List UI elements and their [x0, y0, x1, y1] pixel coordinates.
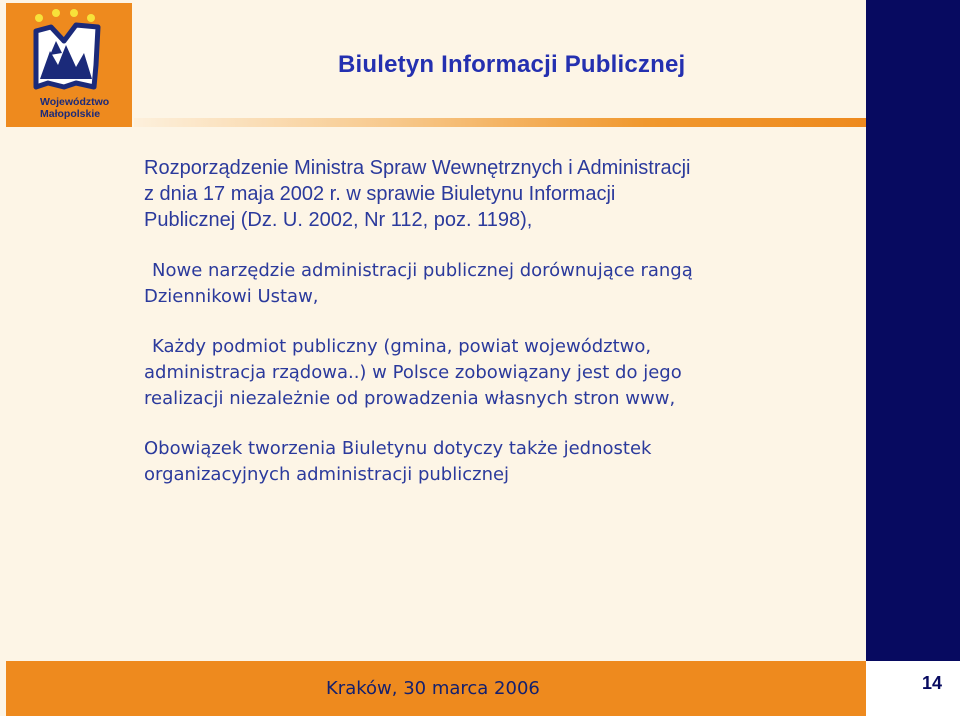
malopolska-logo — [6, 3, 132, 127]
title-divider — [134, 118, 866, 127]
logo-text-line1: Województwo — [40, 96, 110, 108]
obligation-line-1: Obowiązek tworzenia Biuletynu dotyczy także jednostek — [144, 438, 652, 459]
paragraph-obligation — [144, 436, 844, 488]
footer-location-date: Kraków, 30 marca 2006 — [326, 678, 540, 699]
paragraph-regulation — [144, 155, 844, 233]
slide-content — [144, 155, 844, 488]
paragraph-tool — [144, 258, 844, 310]
entity-line-2: administracja rządowa..) w Polsce zobowiązany jest do jego — [144, 362, 682, 383]
entity-line-1: Każdy podmiot publiczny (gmina, powiat województwo, — [152, 336, 652, 357]
entity-line-3: realizacji niezależnie od prowadzenia własnych stron www, — [144, 388, 676, 409]
page-number-box — [866, 661, 960, 716]
regulation-line-3: Publicznej (Dz. U. 2002, Nr 112, poz. 1198), — [144, 209, 533, 231]
tool-line-1: Nowe narzędzie administracji publicznej dorównujące rangą — [152, 260, 693, 281]
obligation-line-2: organizacyjnych administracji publicznej — [144, 464, 510, 485]
slide-title: Biuletyn Informacji Publicznej — [338, 51, 686, 78]
page-number: 14 — [922, 673, 943, 693]
logo-text-line2: Małopolskie — [40, 108, 101, 120]
right-sidebar-bar — [866, 0, 960, 661]
regulation-line-1: Rozporządzenie Ministra Spraw Wewnętrznych i Administracji — [144, 157, 691, 179]
regulation-line-2: z dnia 17 maja 2002 r. w sprawie Biuletynu Informacji — [144, 183, 616, 205]
tool-line-2: Dziennikowi Ustaw, — [144, 286, 319, 307]
paragraph-entity — [144, 334, 844, 412]
